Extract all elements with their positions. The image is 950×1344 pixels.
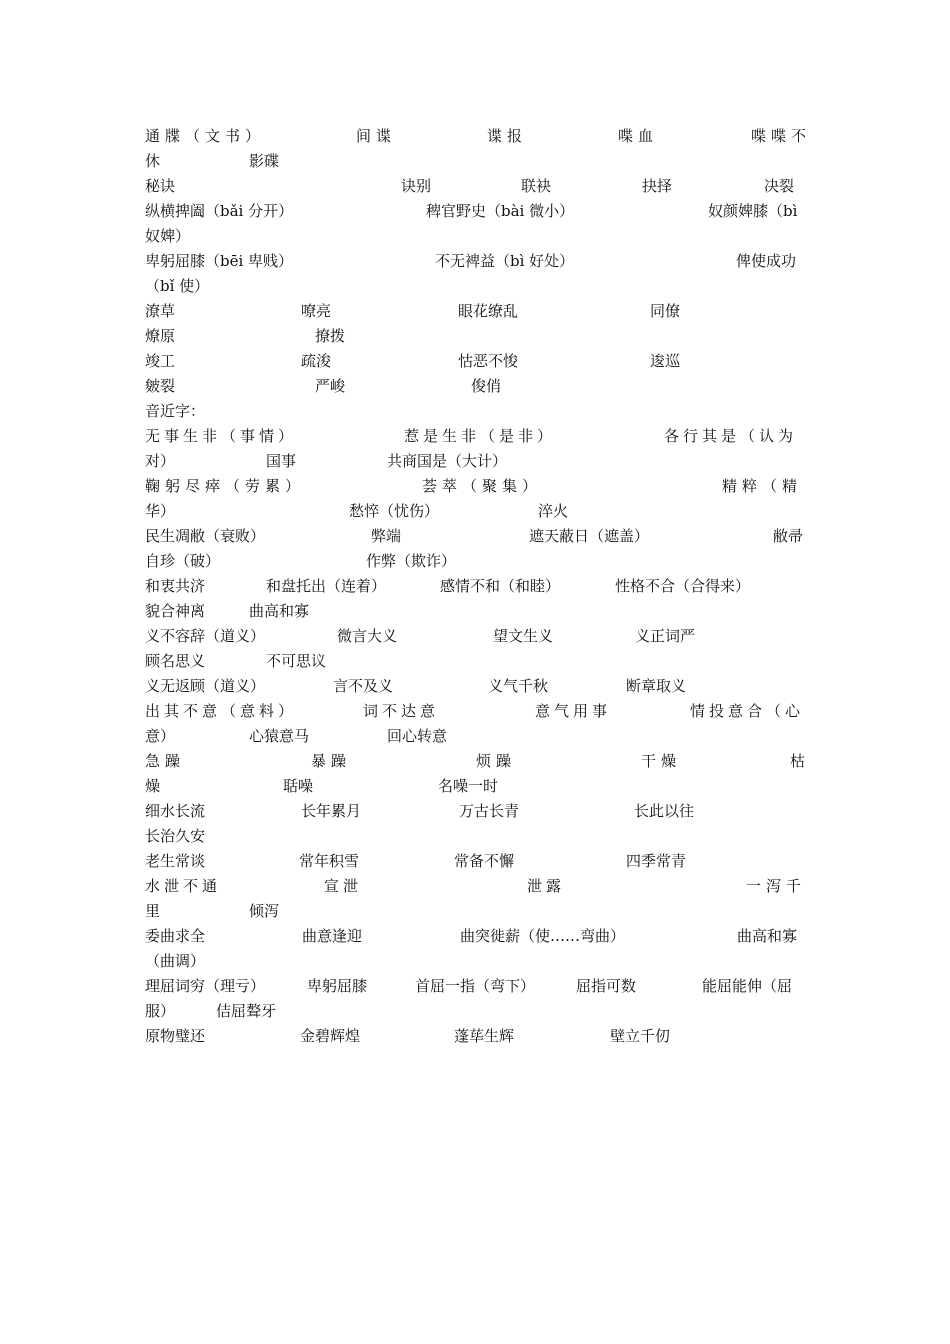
text-line (145, 699, 807, 723)
word: 曲意逢迎 (302, 927, 363, 945)
text-line (145, 274, 807, 298)
word: 愁悴（忧伤） (349, 502, 440, 520)
word: 和衷共济 (145, 577, 206, 595)
word: 怙恶不悛 (458, 352, 519, 370)
word: 微言大义 (337, 627, 398, 645)
text-line (145, 849, 807, 873)
word: 对） (145, 452, 176, 470)
text-line (145, 974, 807, 998)
word: 诀别 (401, 177, 432, 195)
word: 荟萃（聚集） (422, 477, 543, 495)
text-line (145, 149, 807, 173)
word: 共商国是（大计） (387, 452, 508, 470)
word: 屈指可数 (576, 977, 637, 995)
word: 眼花缭乱 (458, 302, 519, 320)
word: 通牒（文书） (145, 127, 266, 145)
text-line (145, 924, 807, 948)
text-line (145, 324, 807, 348)
word: 逡巡 (650, 352, 681, 370)
text-line (145, 749, 807, 773)
word: 情投意合（心 (690, 702, 805, 720)
word: 原物璧还 (145, 1027, 206, 1045)
text-line (145, 799, 807, 823)
word: 能屈能伸（屈 (702, 977, 793, 995)
word: 俊俏 (471, 377, 502, 395)
word: 鞠躬尽瘁（劳累） (145, 477, 306, 495)
text-line (145, 424, 807, 448)
word: 倾泻 (249, 902, 280, 920)
word: 奴婢） (145, 227, 191, 245)
text-line (145, 874, 807, 898)
word: 各行其是（认为 (664, 427, 798, 445)
word: 服） (145, 1002, 176, 1020)
word: 俾使成功 (736, 252, 797, 270)
word: 曲突徙薪（使……弯曲） (460, 927, 626, 945)
word: 嘹亮 (301, 302, 332, 320)
word: 言不及义 (333, 677, 394, 695)
word: 严峻 (315, 377, 346, 395)
word: 名噪一时 (438, 777, 499, 795)
word: 竣工 (145, 352, 176, 370)
word: 首屈一指（弯下） (415, 977, 536, 995)
word: 抉择 (642, 177, 673, 195)
word: 长年累月 (301, 802, 362, 820)
text-line (145, 599, 807, 623)
word: 作弊（欺诈） (366, 552, 457, 570)
word: 联袂 (521, 177, 552, 195)
word: 长治久安 (145, 827, 206, 845)
word: 不可思议 (266, 652, 327, 670)
word: 义正词严 (635, 627, 696, 645)
word: 奴颜婢膝（bì (708, 202, 798, 220)
text-line (145, 199, 807, 223)
word: 意气用事 (535, 702, 612, 720)
word: 烦躁 (476, 752, 517, 770)
word: 无事生非（事情） (145, 427, 298, 445)
word: 国事 (266, 452, 297, 470)
word: 潦草 (145, 302, 176, 320)
word: 出其不意（意料） (145, 702, 298, 720)
word: 自珍（破） (145, 552, 221, 570)
word: 一泻千 (746, 877, 807, 895)
text-line (145, 524, 807, 548)
word: 卑躬屈膝（bēi 卑贱） (145, 252, 294, 270)
word: 谍报 (487, 127, 528, 145)
word: 淬火 (538, 502, 569, 520)
word: 宣泄 (324, 877, 363, 895)
word: 敝帚 (773, 527, 804, 545)
word: 喋血 (618, 127, 659, 145)
word: 顾名思义 (145, 652, 206, 670)
section-heading (145, 399, 807, 423)
word: 稗官野史（bài 微小） (426, 202, 575, 220)
text-line (145, 774, 807, 798)
text-line (145, 724, 807, 748)
text-line (145, 449, 807, 473)
text-line (145, 1024, 807, 1048)
text-line (145, 574, 807, 598)
word: 理屈词穷（理亏） (145, 977, 266, 995)
word: 撩拨 (315, 327, 346, 345)
word: 喋喋不 (751, 127, 812, 145)
text-line (145, 299, 807, 323)
heading-text: 音近字： (145, 402, 206, 420)
text-line (145, 174, 807, 198)
text-line (145, 949, 807, 973)
word: 词不达意 (363, 702, 440, 720)
word: 和盘托出（连着） (266, 577, 387, 595)
word: 里 (145, 902, 161, 920)
word: 金碧辉煌 (300, 1027, 361, 1045)
text-line (145, 624, 807, 648)
word: 蓬荜生辉 (454, 1027, 515, 1045)
word: 聒噪 (283, 777, 314, 795)
word: 四季常青 (626, 852, 687, 870)
word: 曲高和寡 (737, 927, 798, 945)
text-line (145, 649, 807, 673)
word: 弊端 (371, 527, 402, 545)
word: 常备不懈 (454, 852, 515, 870)
word: 义气千秋 (488, 677, 549, 695)
text-line (145, 674, 807, 698)
word: 同僚 (650, 302, 681, 320)
word: 曲高和寡 (249, 602, 310, 620)
word: 佶屈聱牙 (216, 1002, 277, 1020)
word: 老生常谈 (145, 852, 206, 870)
word: 委曲求全 (145, 927, 206, 945)
word: （bǐ 使） (145, 277, 210, 295)
word: 卑躬屈膝 (307, 977, 368, 995)
word: 精粹（精 (722, 477, 803, 495)
word: 常年积雪 (299, 852, 360, 870)
word: 休 (145, 152, 161, 170)
word: 枯 (790, 752, 806, 770)
word: 遮天蔽日（遮盖） (529, 527, 650, 545)
word: 心猿意马 (249, 727, 310, 745)
word: 影碟 (249, 152, 280, 170)
text-line (145, 124, 812, 148)
word: 感情不和（和睦） (440, 577, 561, 595)
word: 燎原 (145, 327, 176, 345)
text-line (145, 474, 807, 498)
word: 断章取义 (626, 677, 687, 695)
text-line (145, 824, 807, 848)
text-line (145, 349, 807, 373)
word: 义无返顾（道义） (145, 677, 266, 695)
word: 性格不合（合得来） (615, 577, 751, 595)
word: 水泄不通 (145, 877, 222, 895)
text-line (145, 499, 807, 523)
word: 暴躁 (311, 752, 352, 770)
word: 回心转意 (387, 727, 448, 745)
text-line (145, 374, 807, 398)
word: 燥 (145, 777, 161, 795)
word: 惹是生非（是非） (404, 427, 557, 445)
word: 民生凋敝（衰败） (145, 527, 266, 545)
text-line (145, 249, 807, 273)
word: 壁立千仞 (610, 1027, 671, 1045)
word: 不无裨益（bì 好处） (435, 252, 575, 270)
word: 疏浚 (301, 352, 332, 370)
word: （曲调） (145, 952, 206, 970)
word: 貌合神离 (145, 602, 206, 620)
word: 细水长流 (145, 802, 206, 820)
word: 秘诀 (145, 177, 176, 195)
text-line (145, 549, 807, 573)
word: 干燥 (641, 752, 682, 770)
word: 皴裂 (145, 377, 176, 395)
word: 华） (145, 502, 176, 520)
word: 间谍 (356, 127, 397, 145)
text-line (145, 999, 807, 1023)
word: 望文生义 (493, 627, 554, 645)
word: 长此以往 (634, 802, 695, 820)
text-line (145, 224, 807, 248)
word: 义不容辞（道义） (145, 627, 266, 645)
word: 万古长青 (459, 802, 520, 820)
word: 泄露 (527, 877, 566, 895)
word: 急躁 (145, 752, 186, 770)
word: 决裂 (764, 177, 795, 195)
word: 意） (145, 727, 176, 745)
word: 纵横捭阖（bǎi 分开） (145, 202, 294, 220)
text-line (145, 899, 807, 923)
